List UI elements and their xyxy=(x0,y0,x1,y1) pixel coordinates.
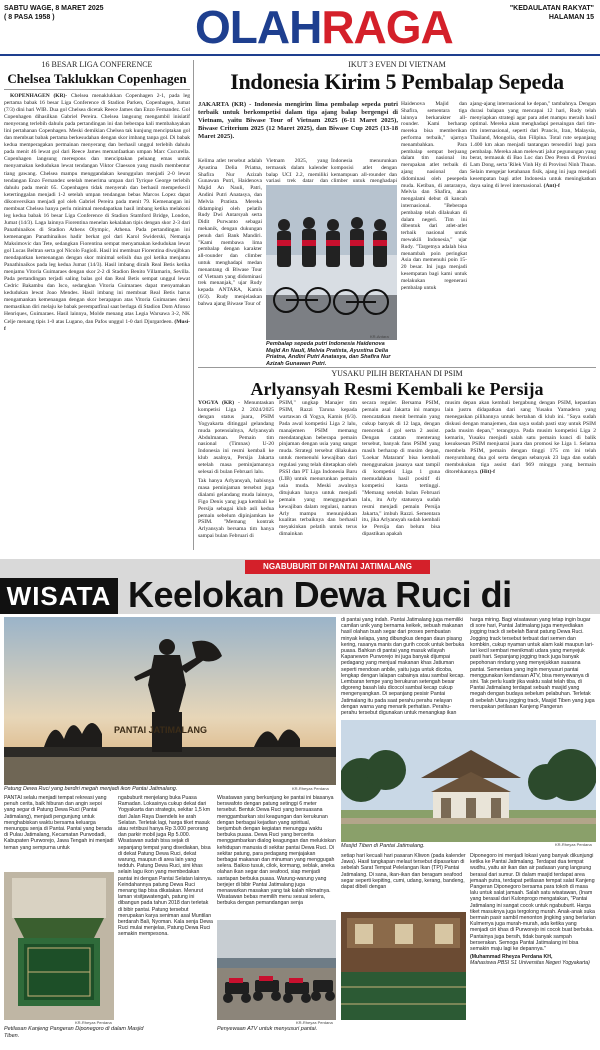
logo-part-b: RAGA xyxy=(321,1,453,53)
persija-col2-text: Tak hanya Arlyansyah, habisnya masa peminjaman tersebut juga dialami gelandang muda lainnya, Figo Denis yang juga kembali ke Persija sebagai klub asli kedua pemain sebelum dipinjamkan ke PSIM. "Memang kontrak Arlyansyah bersama tim hanya sampai bulan Februari di xyxy=(198,477,274,540)
petilasan-photo-credit: KR-Rheyza Perdana xyxy=(75,1020,112,1025)
wisata-mid-col-text: ngabuburit menjelang buka Puasa Ramadan. Lokasinya cukup dekat dari Yogyakarta dan strategis, sekitar 1,5 km dari Jalan Raya Daendels ke arah Selatan. Terletak lagi, harga tiket masuk atau retribusi hanya Rp 3.000 perorang dan parkir mobil juga Rp 5.000. Wisatawan sudah bisa sejak di sepanjang tempat yang disediakan, bisa di dekat Patung Dewa Ruci, dekat warung, maupun di area lain yang tedduh. Patung Dewa Ruci, sini khas selain lagu ikon yang membedakan pantai ini dengan Pantai Selatan lainnya. Keindahannya patung Dewa Ruci menang tiap bisa dikatakan. Menurut laman visitjawatengah, patung ini dibangun pada tahun 2018 dan terletak di bibir pantai. Patung tersebut merupakan karya seniman asal Muntilan berdarah Bali, Nyoman. Kala senja Dewa Ruci mulai menjelas, Patung Dewa Ruci semakin mempesona. xyxy=(118,795,213,938)
wisata-mid-col xyxy=(118,795,213,938)
sepeda-col3-text: Indonesia menurunkan komposisi atlet dengan kemampuan all-rounder dan climber untuk menghadapi xyxy=(331,158,397,185)
persija-col5-body: musim depan akan kembali bergabung dengan PSIM, kepastian lain justru didapatkan dari sang Yusaku Yamadera yang menegaskan pilihannya untuk bertahan di klub ini. "Saya sudah diskusi dengan manajemen, dan saya sudah pasti stay untuk PSIM pada musim depan," terangnya. Pada musim kompetisi Liga 2 kemarin, Yusaku menjadi salah satu pemain kunci di balik kesuksesan PSIM menjuarai juara dan promosi ke Liga 1. Selama membela PSIM, pemain dengan tinggi 175 cm ini telah menyumbang dua gol serta dengan sebanyak 23 laga dan sudah membukukan tiga assist dari 969 minggu yang bermain ditorehkannya. xyxy=(445,400,596,476)
sepeda-signoff: (Ant)-f xyxy=(543,182,560,189)
sepeda-headline: Indonesia Kirim 5 Pembalap Sepeda xyxy=(230,69,564,94)
cyclists-photo-credit: KR-Antara xyxy=(370,334,389,339)
sepeda-article xyxy=(198,60,596,94)
sepeda-lead xyxy=(198,101,398,156)
masjid-interior-image xyxy=(341,912,466,1020)
wisata-kicker: NGABUBURIT DI PANTAI JATIMALANG xyxy=(245,560,430,574)
persija-col5 xyxy=(445,400,596,476)
divider xyxy=(4,89,190,90)
masjid-tiben-photo xyxy=(341,720,596,842)
persija-col1 xyxy=(198,400,274,540)
cyclists-image xyxy=(266,185,397,340)
wisata-author-affiliation: Mahasiswa PBSI S1 Universitas Negeri Yogyakarta) xyxy=(470,960,590,967)
sepeda-col2-text: Vietnam 2025, yang termasuk dalam kalender balap UCI 2.2, memiliki variasi trek datar dan xyxy=(266,158,328,185)
persija-col5-text xyxy=(445,400,596,476)
atv-photo-credit: KR-Rheyza Perdana xyxy=(296,1020,333,1025)
persija-col1-text xyxy=(198,400,274,476)
masjid-photo-credit: KR-Rheyza Perdana xyxy=(555,842,592,847)
atv-photo-caption: Penyewaan ATV untuk menyusuri pantai. xyxy=(217,1026,318,1032)
sepeda-col5-text xyxy=(470,101,596,189)
svg-text:PANTAI JATIMALANG: PANTAI JATIMALANG xyxy=(114,725,207,735)
sepeda-col4-text: Haidenova Majid dan Shafira, sementara tiga lainnya berkarakter all-rounder. Kami berharap mereka bisa memberikan performa terbaik," ujarnya menambahkan. Para pembalap sempat berjuang dalam tim nasional itu merupakan atlet terbaik di ajang nasional dan didominasi oleh pesepeda muda. Ketiban, di antaranya, Melvia dan Shafira, akan mengalami debut di kancah internasional. "Beberapa pembalap telah dilakukan di dalam negeri. Tim ini dibentuk dari atlet-atlet terbaik nasional untuk mewakili Indonesia," ujar Rudy. "Targetnya adalah bisa menambah poin peringkat Asia dan memenuhi poin 15-20 besar. Ini juga menjadi kesempatan bagi kami untuk melakukan regenerasi pembalap untuk xyxy=(401,101,467,291)
statue-photo-caption: Patung Dewa Ruci yang berdiri megah menjadi ikon Pantai Jatimalang. xyxy=(4,786,178,792)
section-logo xyxy=(195,1,453,53)
persija-dateline: YOGYA (KR) xyxy=(198,400,235,406)
wisata-left-col xyxy=(4,795,114,851)
persija-signoff: (Hit)-f xyxy=(479,469,496,476)
sepeda-dateline: JAKARTA (KR) xyxy=(198,101,247,108)
wisata-col-a-text: di pantai yang indah. Pantai Jatimalang juga memiliki camilan unik yang bernama keikek, sebuah makanan hasil olahan buah segar dari proses pembuatan minyak kelapa, yang dibungkus dengan daun pisang kering, rasanya manis dan gurih cocok untuk berbuka puasa. Bahkan di pantai yang masuk wilayah Kapanewon Purworejo ini juga banyak dijumpai pedagang yang menjual makanan khas Jatiuman seperti mendoan anbile, yaitu juga untuk dicoba, lengkap dengan lalapan cabainya atau sambal kecap. Lembaran tempe yang berukuran setengah besar digoreng basah lalu dicocol sambal kecap cukup mengenyangkan. Di sepanjang pesisir Pantai Jatimalang itu pada saat perahu perahu nelayan dengan warna yang menarik perhatian. Perahu-perahu tersebut digunakan untuk menangkap ikan xyxy=(341,617,465,717)
dewa-ruci-photo xyxy=(4,617,336,785)
persija-col3 xyxy=(279,400,357,538)
persija-kicker: YUSAKU PILIH BERTAHAN DI PSIM xyxy=(331,369,463,378)
wisata-col-c xyxy=(217,795,336,907)
wisata-col-e-text: Diponegoro ini menjadi lokasi yang banyak dikunjungi ketika ke Pantai Jatimalang. Terdapat dua tempat wudhu, yaitu air ikan dan air padasan yang langsung berasal dari sumur. Di dalam masjid terdapat area jemaah putra, terdapat petilasan tempat salat Kanjeng Pangeran Diponegoro bersama para tokoh di masa lalu untuk salat jamaah. Salah satu wisatawan, (Inam yang berasal dari Kulonprogo mengatakan, "Pantai Jatimalang ini sangat cocok untuk ngabuburit. Harga tiket masuknya juga tergolong murah. Anak-anak suka bermain pasir sambil menonton jingking yang berlarian Kulmerrya juga murah-murah, ada ketika yang menjadi ciri khas di Purworejo ini cocok buat berbuka. Pantainya juga bersih, tidak banyak sampah berserakan. Semoga Pantai Jatimalang ini bisa semakin maju lagi ke depannya." xyxy=(470,853,596,953)
wisata-section-label: WISATA xyxy=(0,578,118,614)
wisata-col-b-text: harga miring. Bagi wisatawan yang tetap ingin bugar di sore hari, Pantai Jatimalang juga menyediakan jogging track di sebelah Barat patung Dewa Ruci. Jogging track tersebut terbuat dari semen dan kombkin, cukup nyaman untuk alam kaki maupun lari-lari kecil sembari menikmati udara yang menyejuk pasti hari. Sepanjang jogging track juga banyak pepohonan rindang yang menyejukkan suasana pantai. Sementara yang ingin menyusuri pantai menggunakan kendaraan ATV, bisa menyewanya di sini. Tak perlu kuatir jika waktu salat telah tiba, di Pantai Jatimalang terdapat sebuah masjid yang megah dengan budaya sebelum pelabuhan. Terletak di sebelah Utara jogging track, Masjid Tiben yang juga merupakan petilasan Kanjeng Pangeran xyxy=(470,617,595,710)
chelsea-kicker: 16 BESAR LIGA CONFERENCE xyxy=(41,60,153,69)
column-rule xyxy=(193,60,194,550)
page-info xyxy=(510,4,594,22)
cyclists-photo xyxy=(266,185,397,340)
logo-part-a: OLAH xyxy=(195,1,322,53)
sepeda-col1-text: Kelima atlet tersebut adalah Ayustina Delia Priatna, Shafira Nur Azizah Gunawan Putri, Haidenova Majid An Nauli, Patri, Andini Putri Anatasya, dan Melvia Pratista. Mereka didampingi oleh pelatih Rudy Dwi Antarsyah serta Didit Purwanto sebagai mekanik, dengan dukungan penuh dari Bank Mandiri. "Kami membawa lima pembalap dengan karakter all-rounder dan climber untuk menghadapi medan menantang di Biwase Tour of Vietnam yang didominasi trek menanjak," ujar Rudy kepada ANTARA, Kamis (6/3). Rudy menjelaskan bahwa ajang Biwase Tour of xyxy=(198,158,262,307)
sepeda-kicker: IKUT 3 EVEN DI VIETNAM xyxy=(348,60,446,69)
statue-photo-credit: KR-Rheyza Perdana xyxy=(292,786,329,791)
masjid-photo-caption: Masjid Tiben di Pantai Jatimalang. xyxy=(341,843,425,849)
motto-text: "KEDAULATAN RAKYAT" xyxy=(509,5,594,12)
masthead xyxy=(0,0,600,62)
petilasan-photo-caption: Petilasan Kanjeng Pangeran Diponegoro di dalam Masjid Tiben. xyxy=(4,1026,144,1039)
atv-photo xyxy=(217,920,336,1020)
sepeda-col5-body: ajang-ajang internasional ke depan," tambahnya. Dengan durasi balapan yang mencapai 12 hari, Rudy telah menyiapkan strategi agar para atlet mampu meraih hasil optimal. Mereka akan menghadapi persaingan dari tim-tim internasional, seperti dari Prancis, Iran, Malaysia, Thailand, Mongolia, dan Filipina. Total rute sepanjang 1.400 km akan menjadi tantangan tersendiri bagi para pembalap. Mereka akan melewati jalur pegunungan yang berat, termasuk di Bao Loc dan Deo Prenn di Provinsi Lam Dong, serta 'Rilek Vinh Hy di Provinsi Ninh Thuan. Selain mengejar ketahanan fisik, ajang ini juga menjadi kesempatan bagi atlet Indonesia untuk meningkatkan daya saing di level internasional. xyxy=(470,101,596,189)
persija-col3-text: PSIM," ungkap Manajer tim PSIM, Razzi Taruna kepada wartawan di Yogya, Kamis (6/3). Pada awal kompetisi Liga 2 lalu, manajemen PSIM memang mendatangkan beberapa pemain pinjaman dengan usia yang sangat muda. Strategi tersebut dilakukan untuk memenuhi kewajiban dari regulasi yang telah ditetapkan oleh PSSI dan PT Liga Indonesia Baru (LIB) untuk menurunkan pemain usia muda. Meski awalnya ditujukan hanya untuk menjadi pemain yang menggugurkan kewajiban dalam regulasi, namun Arly mampu menunjukkan kualitas terbaiknya dan berhasil meyakinkan pelatih untuk terus dimainkan xyxy=(279,400,357,538)
persija-headline: Arlyansyah Resmi Kembali ke Persija xyxy=(250,379,544,399)
wisata-col-b xyxy=(470,617,596,710)
sepeda-col5 xyxy=(470,101,596,189)
persija-col4-text: secara reguler. Bersama PSIM, pemain asal Jakarta ini mampu mencatatkan menit bermain yang cukup banyak di 12 laga, dengan mencetak 4 gol serta 2 assist. Dengan catatan menterang tersebut, banyak fans PSIM yang masih berharap di musim depan, 'Loekar Mataram' bisa kembali menggunakan jasanya saat tampil di kompetisi Liga 1 guna memudahkan hasil positif di kompetisi kasta tertinggi. "Memang setelah bulan Februari lalu, itu Arly statusnya sudah resmi menjadi pemain Persija Jakarta," imbuh Razzi. Sementara itu, jika Arlyansyah sudah kembali ke Persija dan belum bisa dipastikan apakah xyxy=(362,400,440,538)
wisata-col-e xyxy=(470,853,596,967)
sepeda-col4 xyxy=(401,101,467,291)
sepeda-col1 xyxy=(198,158,262,308)
pasa-text: ( 8 PASA 1958 ) xyxy=(4,14,55,21)
chelsea-article xyxy=(4,60,190,550)
date-text: SABTU WAGE, 8 MARET 2025 xyxy=(4,5,104,12)
petilasan-image xyxy=(4,872,114,1020)
petilasan-photo xyxy=(4,872,114,1020)
chelsea-headline: Chelsea Taklukkan Copenhagen xyxy=(7,71,187,86)
dewa-ruci-image xyxy=(4,617,336,785)
cyclists-photo-caption: Pembalap sepeda putri Indonesia Haidenova Majid An Nauli, Melvia Pratista, Ayustina Delia Priatna, Andini Putri Anatasya, dan Shafira Nur Azizah Gunawan Putri. xyxy=(266,341,391,367)
wisata-author: (Muhammad Rheyza Perdana KH, xyxy=(470,954,553,961)
wisata-col-d-text: setiap hari kecuali hari pasaran Kliwon (pada kalender Jawa). Hasil tangkapan melaut tersebut dipasarkan di sebelah Sarat Tempat Pelelangan Ikan (TPI) Pantai Jatimalang. Di sana, ikan-ikan dan beragam seafood segar seperti kepiting, cumi, udang, kerang, bandeng, dapat dibeli dengan xyxy=(341,853,466,891)
persija-article xyxy=(198,369,596,400)
divider xyxy=(198,367,596,368)
persija-col4 xyxy=(362,400,440,538)
wisata-left-col-text: PANTAI selalu menjadi tempat rekreasi yang penuh cerita, baik hiburan dan angin sepoi yang segar di Patung Dewa Ruci (Pantai Jatimalang), menjadi pengunjung untuk menghabiskan waktu bersama keluarga menunggu senja di Pantai. Pantai yang berada di Pulau Jatimalang, Kecamatan Purwodadi, Kabupaten Purworejo, Jawa Tengah ini menjadi teman yang sempurna untuk xyxy=(4,795,114,851)
wisata-col-d xyxy=(341,853,466,890)
page-number: HALAMAN 15 xyxy=(548,14,594,21)
sepeda-lead-text xyxy=(198,101,398,141)
chelsea-text: - Chelsea menaklukkan Copenhagen 2-1, pada leg pertama babak 16 besar Liga Conference di Stadion Parken, Copenhagen, Jumat (7/3) dini hari WIB. Dua gol Chelsea dicetak Reece James dan Enzo Fernandez. Gol Copenhagen dihasilkan Gabriel Pereira. Chelsea langsung mengambil inisiatif menyerang terlebih dahulu pada pertandingan ini dan beberapa kali membahayakan lini pertahanan Copenhagen. Meski demikian Chelsea tak kunjung menciptakan gol dan membuat babak pertama berkesudahan dengan skor imbang tanpa gol. Di babak kedua memperagakan permainan menyerang dan berhasil unggul terlebih dahulu pada menit 46 lewat gol dari Reece James memanfaatkan umpan Marc Cucurella. Copenhagen langsung merespons dan menciptakan peluang emas untuk menyamakan kedudukan lewat tendangan Viktor Claesson yang masih membentur tiang gawang. Chelsea mampu menggandakan keunggulan menjadi 2-0 lewat tendangan Enzo Fernandez setelah menerima umpan dari Tyrique George terlebih dahulu pada menit 65. Copenhagen tidak menyerah dan berhasil memperkecil ketertinggalan menjadi 1-2 setelah umpan tendangan bebas Marcos Lopez dapat dikonversikan menjadi gol oleh Gabriel Pereira pada menit 79. Kemenangan ini membuat Chelsea hanya perlu minimal mendapatkan hasil imbang ketika melakoni leg kedua babak 16 besar Liga Conference di Stadion Stamford Bridge, London, Jumat (14/3). Laga lainnya Fiorentina menelan kekalahan tipis dengan skor 2-3 dari Panathinaikos di Stadion Athens Olympic, Athena. Pada pertandingan ini kemenangan Panathinaikos hadir berkat gol dari Karol Swiderski, Nemanja Maksimovic dan Tete, sedangkan Fiorentina sempat menyamakan kedudukan lewat gol Lucas Beltran serta gol Nicolo Fagioli. Hasil ini membuat Fiorentina diwajibkan mendapatkan kemenangan dengan skor minimal selisih dua gol ketika menjamu Panathinaikos pada leg kedua Jumat (14/3). Hasil imbang diraih Real Betis ketika menjamu Vitoria Guimaraes dengan skor 2-2 di Stadion Benito Villamarin, Sevilla. Pada pertandingan terjadi saling balas gol dan Real Betis sempat unggul lewat Cedric Bakambu dan Isco, sedangkan Vitoria Guimaraes dapat menyamakan kedudukan lewat Joao Mendes. Hasil imbang ini membuat Real Betis harus mengamankan kemenangan dengan skor berapapun atas Vitoria Guimaraes demi memastikan diri melaju ke babak perempatfinal saat berlaga di Stadion Dom Afonso Henriques, Guimaraes. Hasil lainnya, Molde menang atas Legia Warsawa 3-2, NK Celje menang tipis 1-0 atas Lugano, dan Pafos unggul 1-0 dari Djurgardeen. xyxy=(4,93,191,325)
masthead-rule xyxy=(0,54,600,56)
wisata-col-a xyxy=(341,617,466,716)
issue-date xyxy=(4,4,104,22)
masjid-tiben-image xyxy=(341,720,596,842)
chelsea-dateline: KOPENHAGEN (KR) xyxy=(10,93,66,99)
atv-image xyxy=(217,920,336,1020)
masjid-interior-photo xyxy=(341,912,466,1020)
persija-col1-body: - Menuntaskan kompetisi Liga 2 2024/2025 dengan status juara, PSIM Yogyakarta ditinggal gelandang muda potensialnya, Arlyansyah Abdulmanan. Pemain tim nasional (Timnas) U-20 Indonesia ini resmi kembali ke klub asalnya, Persija Jakarta setelah masa peminjamannya selesai di bulan Februari lalu. xyxy=(198,400,275,476)
sepeda-lead-body: - Indonesia mengirim lima pembalap sepeda putri terbaik untuk berkompetisi dalam tiga ajang balap bergengsi di Vietnam, yaitu Biwase Tour of Vietnam 2025 (6-11 Maret 2025), Biwase Criterium 2025 (12 Maret 2025), dan Biwase Cup 2025 (13-18 Maret 2025). xyxy=(198,101,398,140)
chelsea-body xyxy=(4,93,190,333)
wisata-headline: Keelokan Dewa Ruci di xyxy=(128,574,512,615)
wisata-col-c-text: Wisatawan yang berkunjung ke pantai ini biasanya berswafoto dengan patung setinggi 6 meter tersebut. Bentuk Dewa Ruci yang bersuasana menggambarkan sisi keagungan dan kerukunan dengan berbagai kejadian yang spiritual, berjumbuh dengan kegiatan menunggu waktu berbuka puasa. Dewa Ruci yang bercerita menggambarkan dialog keagungan dan melukiskan kehidupan manusia di sekitar pantai Dewa Ruci. Di sekitar patung, para pedagang menjajakan berbagai makanan dan minuman yang menggugah selera. Baikso tusuk, cilok, kormang, seblak, aneka olahan ikan segar dan seafood, siap menjadi santapan berbuka puasa. Warung-warung yang berjejer di bibir Pantai Jatimalang juga menawarkan masakan yang tak kalah nikmatnya. Wisatawan bebas memilih menu sesuai selera, berbuka dengan pemandangan senja xyxy=(217,795,336,907)
chelsea-signoff: (Musi-f xyxy=(4,318,190,332)
